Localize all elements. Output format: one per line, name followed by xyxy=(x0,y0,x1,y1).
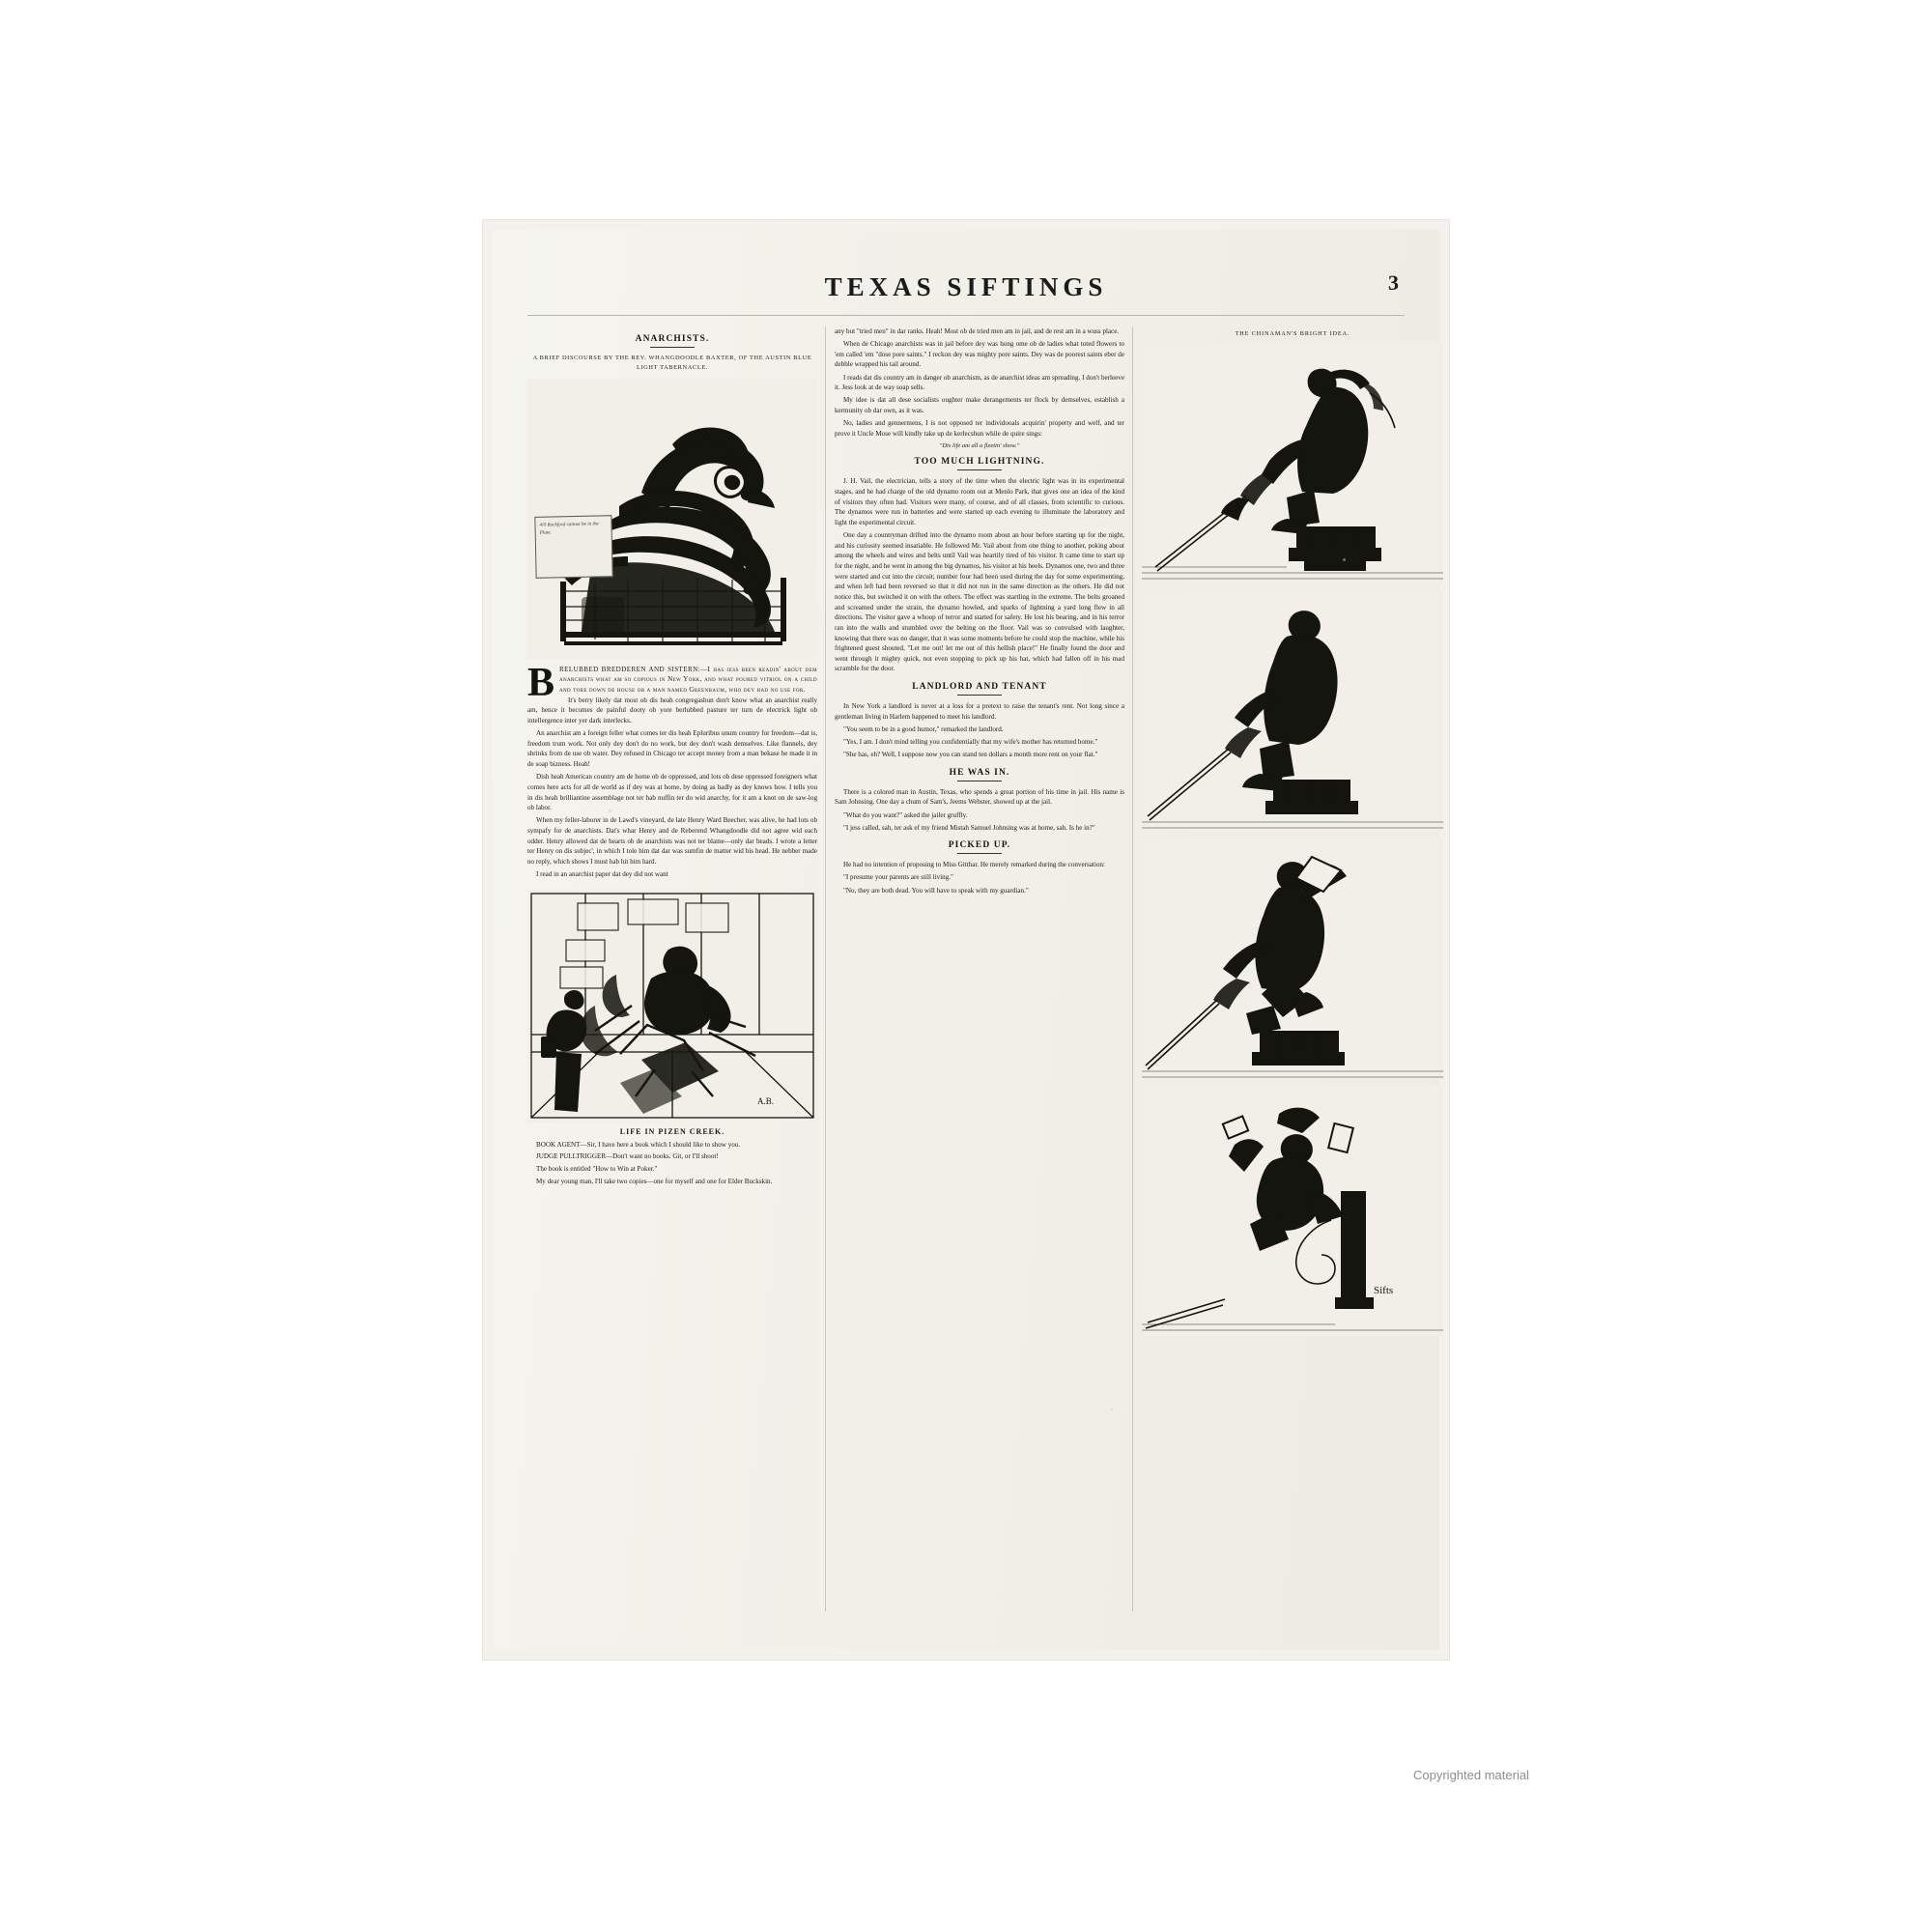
margin-annotation-text: 4/0 Rockford cannot be in the Plate. xyxy=(539,521,599,536)
panel-4-falling-from-post xyxy=(1142,1085,1443,1336)
artist-signature: Sifts xyxy=(1374,1285,1394,1296)
paragraph-2: It's berry likely dat most ob dis heah congregashun don't know what an anarchist really am, hence it becomes de painful dooty ob yore berlubbed pasture ter turn de electrick light ob intellergence inter yer dark interlecks. xyxy=(527,696,817,725)
hewasin-paragraph-3: "I jess called, sah, ter ask ef my friend Mistah Samuel Johnsing was at home, sah. Is he in?" xyxy=(843,823,1095,832)
paragraph-6: I read in an anarchist paper dat dey did not want xyxy=(536,870,668,879)
scanned-page xyxy=(483,220,1449,1660)
scan-speckle xyxy=(1111,1408,1113,1410)
pickedup-paragraph-3: "No, they are both dead. You will have to speak with my guardian." xyxy=(843,886,1029,895)
lightning-paragraph-2: One day a countryman drifted into the dynamo room about an hour before starting up for the night, and his curiosity seemed insatiable. He followed Mr. Vail about from one thing to another, poking about among the wheels and wires and belts until Vail was heartily tired of his visitor. It came time to start up for the night, and he went in among the big dynamos, his visitor at his heels. Dynamos one, two and three were started and cut into the circuit; number four had been used during the day for some experimenting, and when left had been reversed so that it did not run in the same direction as the others. He did not notice this, but switched it on with the others. The effect was startling in the extreme. The belts groaned and screamed under the strain, the dynamo howled, and sparks of lightning a yard long flew in all directions. The visitor gave a whoop of terror and started for safety. He lost his bearing, and in his terror ran into the walls and stumbled over the belting on the floor. Vail was so convulsed with laughter, knowing that there was no danger, that it was some moments before he could stop the machine, while his frightened guest shouted, "Let me out! let me out of this hellish place!" He finally found the door and went through it mighty quick, not even stopping to pick up his hat, which had fallen off in his mad scramble for the door. xyxy=(835,531,1124,673)
dialog-line-3: The book is entitled "How to Win at Poker." xyxy=(536,1164,658,1173)
illustration-saloon xyxy=(527,890,817,1122)
section-heading-he-was-in: HE WAS IN. xyxy=(949,767,1010,778)
scan-speckle xyxy=(1343,558,1346,561)
section-heading-landlord-and-tenant: LANDLORD AND TENANT xyxy=(912,682,1047,693)
copyright-notice: Copyrighted material xyxy=(1413,1768,1529,1782)
landlord-paragraph-3: "Yes, I am. I don't mind telling you confidentially that my wife's mother has returned home." xyxy=(843,738,1098,746)
paper-background xyxy=(493,230,1439,1650)
dropcap-paragraph xyxy=(527,660,817,705)
comic-panel-4 xyxy=(1142,1085,1443,1336)
comic-panel-1 xyxy=(1142,343,1443,584)
masthead-title: TEXAS SIFTINGS xyxy=(824,272,1108,301)
page-number: 3 xyxy=(1388,270,1399,295)
section-rule-2 xyxy=(957,695,1002,696)
column-divider-2 xyxy=(1132,327,1133,1611)
panel-3-reading-book-on-post xyxy=(1142,838,1443,1079)
paragraph-3: An anarchist am a foreign feller what comes ter dis heah Epluribus unum country for freedom—dat is, freedom trum work. Not only dey don't do no work, but dey don't wash demselves. Like flannels, dey shrinks from de use ob water. Dey refused in Chicago ter accept money from a man bekase he made it in de soap bizness. Heah! xyxy=(527,729,817,769)
section-heading-too-much-lightning: TOO MUCH LIGHTNING. xyxy=(914,457,1045,468)
section-rule-4 xyxy=(957,853,1002,854)
margin-annotation xyxy=(534,515,612,579)
scan-inner xyxy=(493,230,1439,1650)
column-divider-1 xyxy=(825,327,826,1611)
hewasin-paragraph-1: There is a colored man in Austin, Texas, who spends a great portion of his time in jail. His name is Sam Johnsing. One day a chum of Sam's, Jeems Webster, showed up at the jail. xyxy=(835,787,1124,807)
paragraph-4: Dish heah American country am de home ob de oppressed, and lots ob dese oppressed foreigners what comes here acts for all de world as if dey was at home, by doing as badly as dey knows how. I tells you in dis heah brilliantine assemblage not ter hab nuffin ter do wid anarchy, for it am a knot on de saw-log ob labor. xyxy=(527,773,817,812)
landlord-paragraph-4: "She has, eh? Well, I suppose now you can stand ten dollars a month more rent on your flat." xyxy=(843,751,1098,759)
continuation-paragraph-2: When de Chicago anarchists was in jail before dey was hung ome ob de ladies what toted flowers to 'em called 'em "dose pore saints." I reckon dey was mighty pore saints. Dey was de poorest saints eber de debble wrapped his tail around. xyxy=(835,340,1124,369)
article-heading-anarchists: ANARCHISTS. xyxy=(635,334,710,344)
scan-speckle xyxy=(609,810,611,812)
section-heading-picked-up: PICKED UP. xyxy=(948,840,1011,851)
panel-1-fishing-from-post xyxy=(1142,343,1443,584)
illustration-caption-life-in-pizen-creek: LIFE IN PIZEN CREEK. xyxy=(619,1126,725,1136)
saloon-brawl-engraving xyxy=(527,890,817,1122)
paragraph-1: RELUBBED BREDDEREN AND SISTERN:—I has jess been readin' about dem anarchists what am so copious in New York, and what poured vitriol on a child and tore down de house ob a man named Greenbaum, who dey had no use for. xyxy=(559,665,817,695)
column-3 xyxy=(1142,327,1443,1611)
continuation-paragraph-5: No, ladies and gennermens, I is not opposed ter individooals acquirin' property and welf, and ter prove it Uncle Mose will kindly take up de kerlecshun while de quire sings: xyxy=(835,419,1124,438)
panel-2-seated-on-post xyxy=(1142,590,1443,832)
paragraph-5: When my feller-laborer in de Lawd's vineyard, de late Henry Ward Beecher, was alive, he had lots ob sympafy for de anarchists. Dat's whar Henry and de Reberend Whangdoodle did not agree wid each odder. Henry allowed dat de hearts ob de anarchists was not ter blame—only dar beads. I wrote a letter ter Henry on dis subjec', in which I tole him dat dar was sumfin de matter wid his head. He nebber made no reply, which shows I must hab hit him hard. xyxy=(527,816,817,866)
comic-panel-2 xyxy=(1142,590,1443,832)
continuation-paragraph-3: I reads dat dis country am in danger ob anarchism, as de anarchist ideas am spreading. I don't berleeve it. Jess look at de way soap sells. xyxy=(835,373,1124,392)
continuation-paragraph-1: any but "tried men" in dar ranks. Heah! Most ob de tried men am in jail, and de rest am in a wuss place. xyxy=(835,327,1120,335)
comic-panel-3 xyxy=(1142,838,1443,1079)
column-1 xyxy=(527,327,817,1611)
dialog-line-4: My dear young man, I'll take two copies—one for myself and one for Elder Buckskin. xyxy=(536,1177,773,1185)
dialog-line-1: BOOK AGENT—Sir, I have here a book which I should like to show you. xyxy=(536,1140,741,1149)
drop-cap: B xyxy=(527,660,555,705)
pickedup-paragraph-2: "I presume your parents are still living." xyxy=(843,873,953,882)
song-line: "Dis life am all a fleetin' show." xyxy=(939,442,1020,450)
continuation-paragraph-4: My idee is dat all dese socialists oughter make derangements ter flock by demselves, establish a kermunity ob dar own, as it was. xyxy=(835,396,1124,414)
landlord-paragraph-2: "You seem to be in a good humor," remarked the landlord. xyxy=(843,724,1004,733)
lightning-paragraph-1: J. H. Vail, the electrician, tells a story of the time when the electric light was in its experimental stages, and he had charge of the old dynamo room out at Menlo Park, that gives one an idea of the kind of visitors they often had. Visitors were many, of course, and of all classes, from scientific to curious. The dynamos were run in batteries and were started up each evening to illuminate the laboratory and light the experimental circuit. xyxy=(835,477,1124,526)
comic-strip-caption: THE CHINAMAN'S BRIGHT IDEA. xyxy=(1235,330,1350,337)
pickedup-paragraph-1: He had no intention of proposing to Miss Gitthar. He merely remarked during the conversation: xyxy=(843,861,1105,869)
column-grid xyxy=(527,327,1405,1611)
heading-rule xyxy=(650,347,695,348)
masthead xyxy=(493,272,1439,302)
article-subheading: A BRIEF DISCOURSE BY THE REV. WHANGDOODLE BAXTER, OF THE AUSTIN BLUE LIGHT TABERNACLE. xyxy=(532,355,812,371)
hewasin-paragraph-2: "What do you want?" asked the jailer gruffly. xyxy=(843,810,968,819)
dialog-line-2: JUDGE PULLTRIGGER—Don't want no books. Git, or I'll shoot! xyxy=(536,1152,719,1161)
column-2 xyxy=(835,327,1124,1611)
masthead-rule xyxy=(527,315,1405,316)
svg-text:A.B.: A.B. xyxy=(757,1095,775,1106)
landlord-paragraph-1: In New York a landlord is never at a loss for a pretext to raise the tenant's rent. Not long since a gentleman living in Harlem happened to meet his landlord. xyxy=(835,702,1124,721)
section-rule-1 xyxy=(957,469,1002,470)
